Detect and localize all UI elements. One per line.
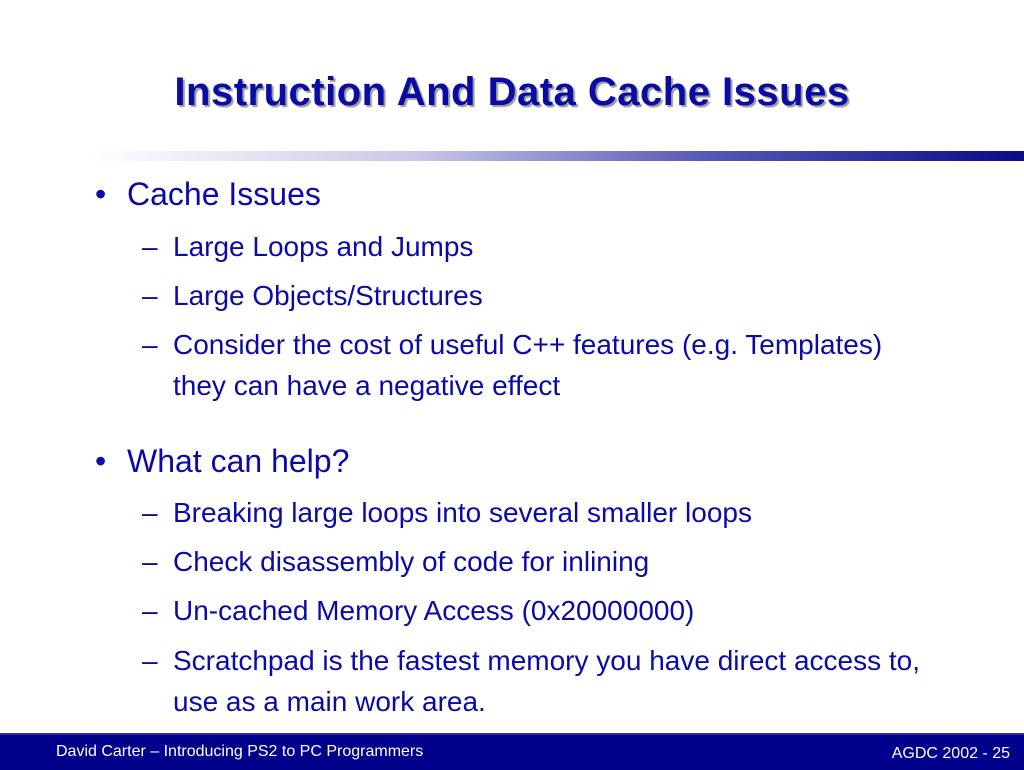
sub-bullet-text: Breaking large loops into several smaller loops: [173, 497, 752, 528]
title-divider: [88, 151, 1024, 161]
footer-bar: [0, 733, 1024, 770]
dash-symbol: –: [142, 645, 158, 676]
sub-bullet-text: Consider the cost of useful C++ features (e.g. Templates) they can have a negative effect: [173, 329, 883, 401]
sub-bullet-text: Check disassembly of code for inlining: [173, 546, 650, 577]
bullet-symbol: •: [95, 443, 107, 479]
footer-author: David Carter – Introducing PS2 to PC Programmers: [56, 743, 424, 760]
sub-bullet-text: Large Objects/Structures: [173, 280, 483, 311]
dash-symbol: –: [142, 329, 158, 360]
sub-bullet-text: Scratchpad is the fastest memory you have direct access to, use as a main work area.: [173, 645, 921, 717]
dash-symbol: –: [142, 595, 158, 626]
slide-title: Instruction And Data Cache Issues: [174, 70, 850, 114]
dash-symbol: –: [142, 497, 158, 528]
bullet-text: Cache Issues: [127, 176, 321, 212]
dash-symbol: –: [142, 231, 158, 262]
bullet-symbol: •: [95, 176, 107, 212]
dash-symbol: –: [142, 546, 158, 577]
sub-bullet-text: Un-cached Memory Access (0x20000000): [173, 595, 695, 626]
footer-page-number: AGDC 2002 - 25: [891, 745, 1010, 762]
bullet-text: What can help?: [127, 443, 350, 479]
sub-bullet-text: Large Loops and Jumps: [173, 231, 474, 262]
dash-symbol: –: [142, 280, 158, 311]
